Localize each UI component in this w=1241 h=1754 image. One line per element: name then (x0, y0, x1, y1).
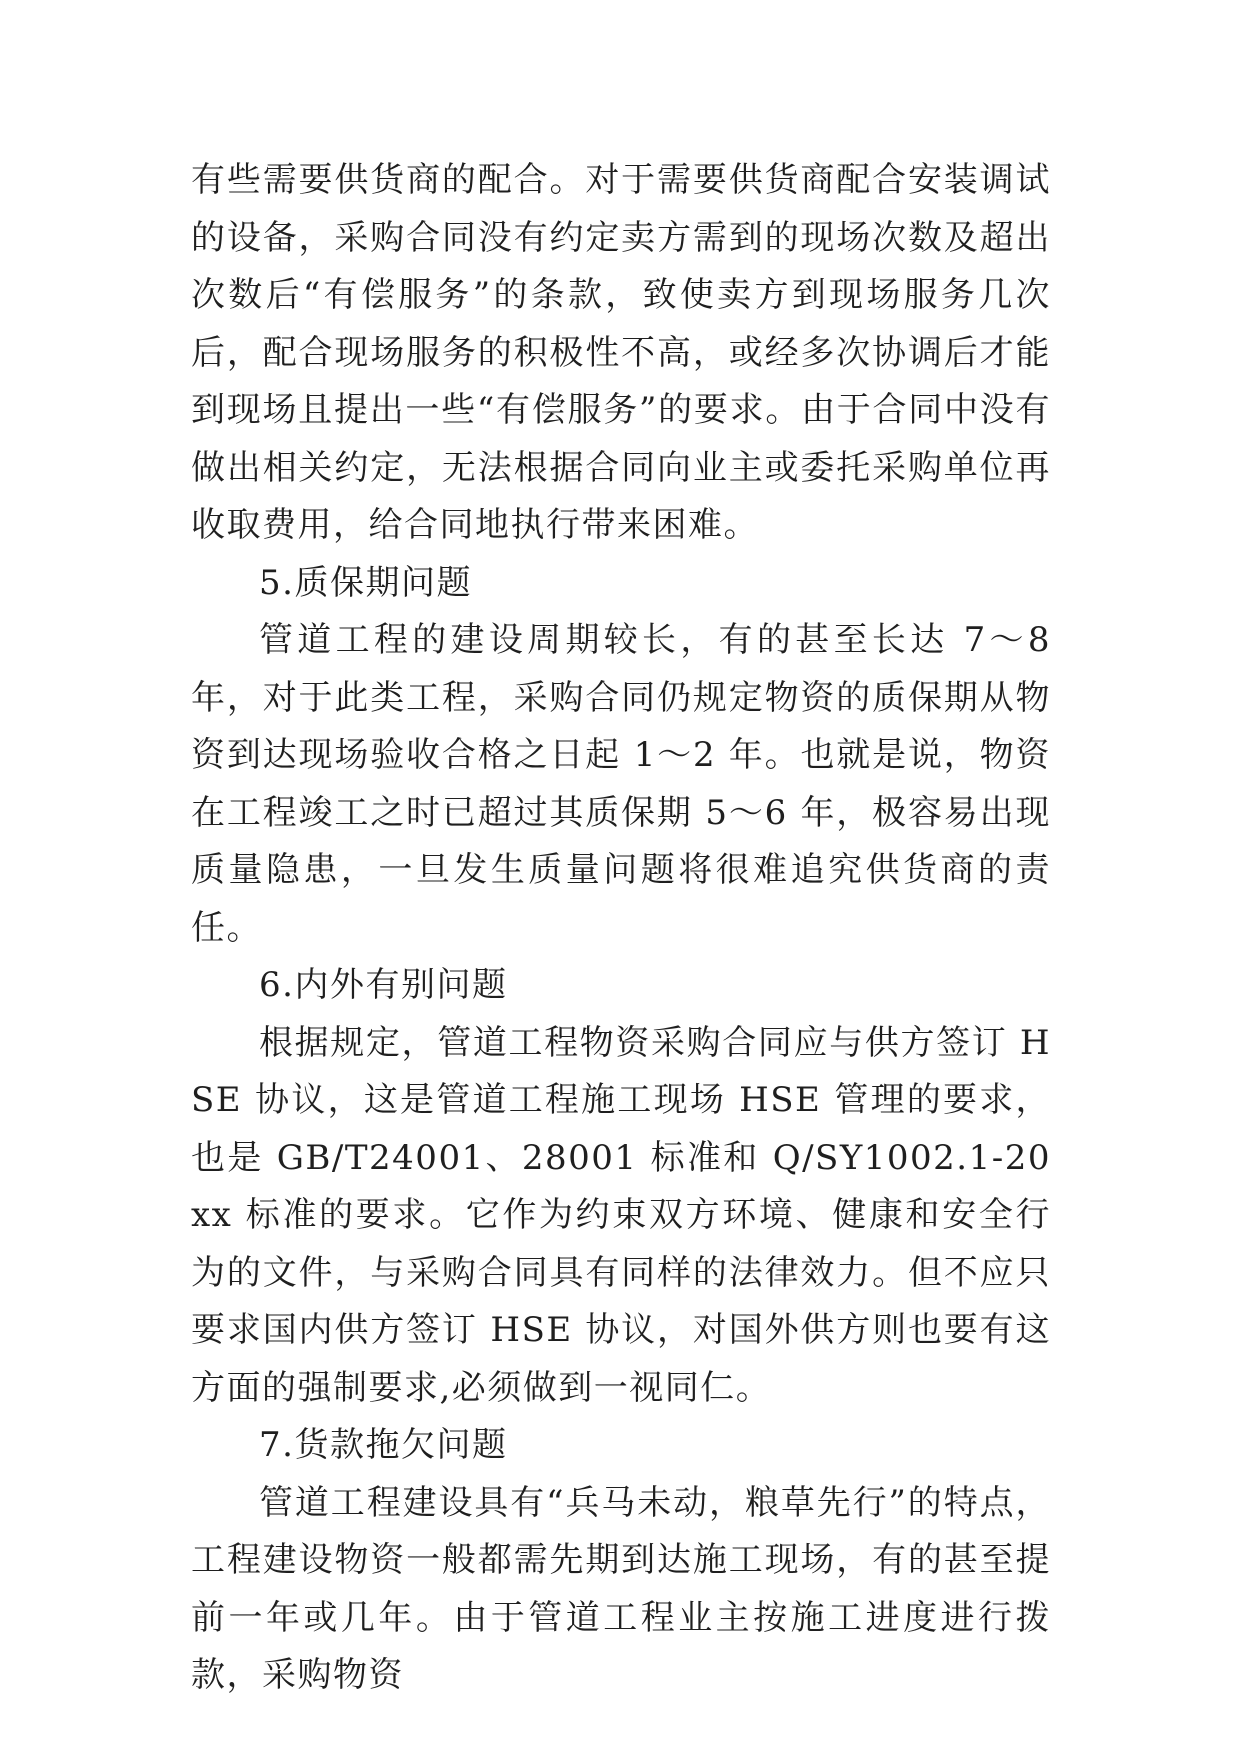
body-paragraph: 有些需要供货商的配合。对于需要供货商配合安装调试的设备，采购合同没有约定卖方需到的现场次数及超出次数后“有偿服务”的条款，致使卖方到现场服务几次后，配合现场服务的积极性不高，或经多次协调后才能到现场且提出一些“有偿服务”的要求。由于合同中没有做出相关约定，无法根据合同向业主或委托采购单位再收取费用，给合同地执行带来困难。 (191, 160, 1051, 545)
body-paragraph: 管道工程建设具有“兵马未动，粮草先行”的特点，工程建设物资一般都需先期到达施工现场，有的甚至提前一年或几年。由于管道工程业主按施工进度进行拨款，采购物资 (191, 1482, 1051, 1695)
section-heading: 7.货款拖欠问题 (259, 1425, 508, 1465)
document-body (191, 152, 1051, 1705)
section-heading: 6.内外有别问题 (259, 965, 508, 1005)
body-paragraph: 管道工程的建设周期较长，有的甚至长达 7～8 年，对于此类工程，采购合同仍规定物资的质保期从物资到达现场验收合格之日起 1～2 年。也就是说，物资在工程竣工之时已超过其质保期 5～6 年，极容易出现质量隐患，一旦发生质量问题将很难追究供货商的责任。 (191, 620, 1051, 948)
section-heading: 5.质保期问题 (259, 562, 472, 603)
body-paragraph: 根据规定，管道工程物资采购合同应与供方签订 HSE 协议，这是管道工程施工现场 HSE 管理的要求，也是 GB/T24001、28001 标准和 Q/SY1002.1-20xx 标准的要求。它作为约束双方环境、健康和安全行为的文件，与采购合同具有同样的法律效力。但不应只要求国内供方签订 HSE 协议，对国外供方则也要有这方面的强制要求,必须做到一视同仁。 (191, 1022, 1051, 1408)
